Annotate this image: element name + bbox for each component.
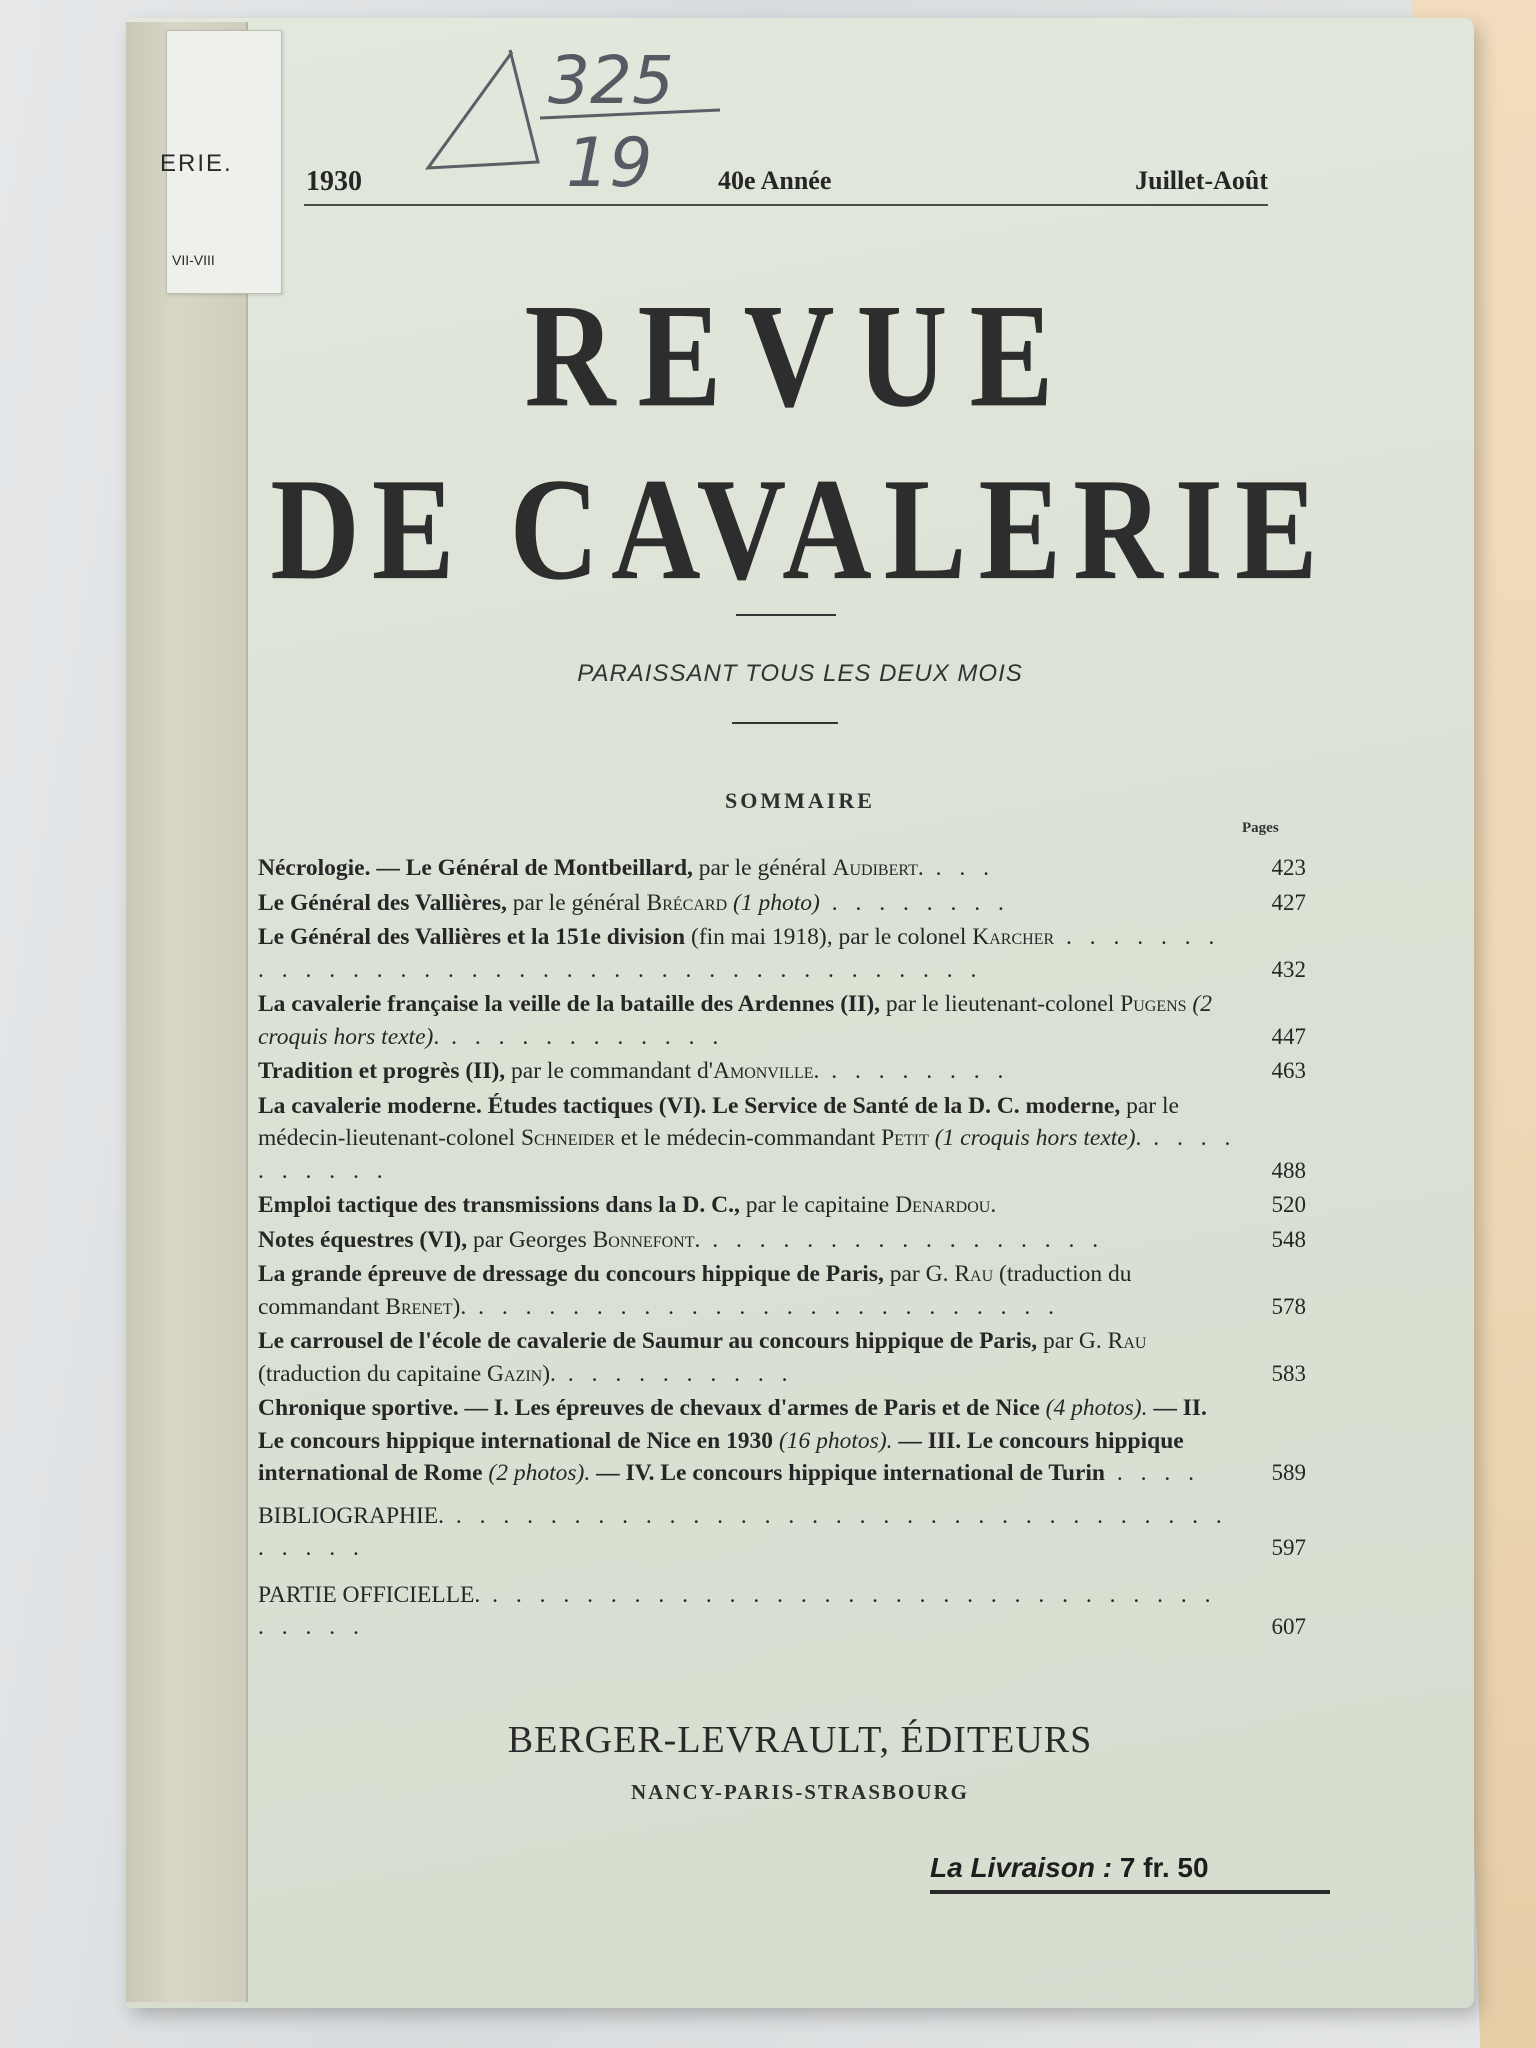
toc-entry-byline: (fin mai 1918), par le colonel bbox=[685, 924, 973, 950]
handwritten-number-bottom: 19 bbox=[566, 124, 653, 203]
toc-entry-page: 432 bbox=[1271, 956, 1306, 982]
subtitle: PARAISSANT TOUS LES DEUX MOIS bbox=[577, 660, 1023, 687]
toc-entry: Le carrousel de l'école de cavalerie de Saumur au concours hippique de Paris, par G. Rau (traduction du capitaine Gazin). . . . . . . . . . . 583 bbox=[258, 1325, 1310, 1390]
toc-entry-byline: par G. bbox=[883, 1261, 955, 1287]
toc-entry-title: Notes équestres (VI), bbox=[258, 1226, 468, 1253]
toc-entry-page: 488 bbox=[1271, 1157, 1306, 1183]
toc-entry: Tradition et progrès (II), par le commandant d'Amonville. . . . . . . . . 463 bbox=[258, 1055, 1310, 1088]
divider-top bbox=[736, 614, 836, 616]
toc-entry-tail: . bbox=[990, 1192, 997, 1218]
toc-entry-page: 520 bbox=[1271, 1192, 1306, 1217]
handwritten-number-top: 325 bbox=[548, 42, 674, 119]
toc-entry-byline: par le lieutenant-colonel bbox=[880, 991, 1121, 1017]
toc-entry-author: Rau bbox=[1107, 1328, 1147, 1354]
toc-entry-title: La cavalerie française la veille de la bataille des Ardennes (II), bbox=[258, 991, 881, 1017]
toc-entry-title: BIBLIOGRAPHIE. bbox=[258, 1502, 445, 1529]
toc-entry-page: 548 bbox=[1271, 1226, 1306, 1252]
toc-entry-page: 463 bbox=[1271, 1058, 1306, 1083]
toc-entry-title-4: — IV. Le concours hippique international de Turin bbox=[590, 1460, 1105, 1486]
toc-entry-byline: par le général bbox=[506, 889, 647, 916]
header-year: 1930 bbox=[306, 166, 362, 197]
toc-entry-note: (1 croquis hors texte) bbox=[928, 1125, 1136, 1151]
toc-entry-byline: par Georges bbox=[467, 1226, 593, 1253]
toc-entry-tail: . bbox=[433, 1023, 440, 1050]
divider-bottom bbox=[732, 722, 838, 724]
toc-entry-tail: ). bbox=[452, 1293, 467, 1320]
toc-entry: BIBLIOGRAPHIE. . . . . . . . . . . . . . . . . . . . . . . . . . . . . . . . . . . . . . . 597 bbox=[258, 1500, 1310, 1565]
toc-entry-byline-2: (traduction du commandant bbox=[258, 1261, 1132, 1320]
toc-entry-title: Tradition et progrès (II), bbox=[258, 1058, 506, 1084]
title-line-2: DE CAVALERIE bbox=[270, 448, 1330, 611]
toc-entry-title-3: — III. Le concours hippique international de Rome bbox=[258, 1427, 1184, 1486]
header-row bbox=[304, 164, 1268, 206]
toc-entry-byline: par le capitaine bbox=[739, 1192, 896, 1218]
toc-entry-byline: par le commandant d' bbox=[505, 1058, 713, 1084]
toc-entry-title: Nécrologie. — Le Général de Montbeillard, bbox=[258, 855, 693, 881]
table-of-contents bbox=[258, 852, 1310, 1646]
toc-entry-note-2: (16 photos). bbox=[773, 1427, 893, 1454]
spine-volume-text: VII-VIII bbox=[172, 252, 215, 268]
toc-entry-tail: . bbox=[1135, 1125, 1142, 1151]
toc-entry-author: Rau bbox=[954, 1261, 994, 1287]
price-value: 7 fr. 50 bbox=[1119, 1852, 1209, 1883]
toc-entry-tail: . bbox=[917, 855, 924, 881]
toc-entry: Chronique sportive. — I. Les épreuves de chevaux d'armes de Paris et de Nice (4 photos). — II. Le concours hippique international de Nice en 1930 (16 photos). — III. Le concours hippique international de Rome (2 photos). — IV. Le concours hippique international de Turin . . . . 589 bbox=[258, 1392, 1310, 1490]
toc-entry-note: (4 photos). bbox=[1039, 1395, 1148, 1421]
toc-entry-page: 583 bbox=[1271, 1360, 1306, 1386]
toc-entry: La cavalerie moderne. Études tactiques (VI). Le Service de Santé de la D. C. moderne, par le médecin-lieutenant-colonel Schneider et le médecin-commandant Petit (1 croquis hors texte). . . . . . . . . . . 488 bbox=[258, 1090, 1310, 1188]
toc-entry-author: Schneider bbox=[520, 1125, 615, 1151]
toc-entry-title: La grande épreuve de dressage du concours hippique de Paris, bbox=[258, 1261, 884, 1287]
toc-entry-author: Bonnefont bbox=[592, 1226, 695, 1253]
toc-entry-page: 427 bbox=[1271, 889, 1306, 915]
toc-entry-author-2: Petit bbox=[881, 1125, 929, 1151]
toc-entry-note: (2 croquis hors texte) bbox=[258, 991, 1212, 1050]
toc-entry-page: 607 bbox=[1271, 1614, 1306, 1639]
toc-entry-byline-2: (traduction du capitaine bbox=[258, 1360, 488, 1387]
toc-entry-title: Le Général des Vallières et la 151e division bbox=[258, 924, 686, 950]
header-edition: 40e Année bbox=[718, 166, 832, 195]
toc-entry: Le Général des Vallières, par le général Brécard (1 photo) . . . . . . . . 427 bbox=[258, 887, 1310, 920]
toc-entry-author: Pugens bbox=[1120, 991, 1187, 1017]
toc-entry-tail: . bbox=[694, 1226, 701, 1253]
publisher-name: BERGER-LEVRAULT, ÉDITEURS bbox=[507, 1719, 1093, 1761]
toc-entry: La grande épreuve de dressage du concours hippique de Paris, par G. Rau (traduction du commandant Brenet). . . . . . . . . . . . . . . . . . . . . . . . . . 578 bbox=[258, 1258, 1310, 1323]
toc-entry-page: 597 bbox=[1271, 1535, 1306, 1560]
toc-entry-page: 578 bbox=[1271, 1293, 1306, 1319]
toc-entry-title: Emploi tactique des transmissions dans la D. C., bbox=[258, 1192, 740, 1218]
toc-entry-title: La cavalerie moderne. Études tactiques (VI). Le Service de Santé de la D. C. moderne, bbox=[258, 1092, 1121, 1119]
header-period: Juillet-Août bbox=[1135, 166, 1268, 195]
toc-entry-byline-2: et le médecin-commandant bbox=[614, 1125, 882, 1151]
publisher-cities: NANCY-PARIS-STRASBOURG bbox=[630, 1780, 970, 1804]
toc-entry-byline: par le médecin-lieutenant-colonel bbox=[258, 1092, 1179, 1151]
toc-entry: Notes équestres (VI), par Georges Bonnefont. . . . . . . . . . . . . . . . . . 548 bbox=[258, 1224, 1310, 1257]
toc-entry-page: 423 bbox=[1271, 855, 1306, 880]
toc-entry-byline: par G. bbox=[1037, 1328, 1108, 1354]
title-line-1: REVUE bbox=[524, 274, 1076, 439]
price-label: La Livraison : bbox=[930, 1852, 1113, 1883]
toc-entry-author-2: Brenet bbox=[385, 1293, 453, 1320]
toc-entry-page: 447 bbox=[1271, 1023, 1306, 1049]
sommaire-heading: SOMMAIRE bbox=[725, 788, 875, 813]
toc-entry-author: Karcher bbox=[972, 924, 1055, 950]
toc-entry-tail: ). bbox=[542, 1360, 556, 1387]
toc-entry-title: Chronique sportive. — I. Les épreuves de chevaux d'armes de Paris et de Nice bbox=[258, 1395, 1040, 1421]
toc-entry-author-2: Gazin bbox=[487, 1360, 543, 1387]
toc-entry-author: Audibert bbox=[832, 855, 918, 881]
toc-entry-title-2: — II. Le concours hippique international de Nice en 1930 bbox=[258, 1395, 1207, 1454]
toc-entry-note: (1 photo) bbox=[727, 889, 820, 916]
toc-entry-title: PARTIE OFFICIELLE. bbox=[258, 1581, 481, 1608]
toc-entry-author: Denardou bbox=[895, 1192, 991, 1218]
toc-entry: PARTIE OFFICIELLE. . . . . . . . . . . . . . . . . . . . . . . . . . . . . . . . . . . . . 607 bbox=[258, 1579, 1310, 1644]
toc-entry-title: Le carrousel de l'école de cavalerie de Saumur au concours hippique de Paris, bbox=[258, 1328, 1038, 1354]
toc-entry-title: Le Général des Vallières, bbox=[258, 889, 507, 916]
toc-entry-page: 589 bbox=[1271, 1460, 1306, 1485]
price-line bbox=[930, 1852, 1330, 1894]
toc-entry-author: Brécard bbox=[646, 889, 728, 916]
toc-entry: La cavalerie française la veille de la bataille des Ardennes (II), par le lieutenant-colonel Pugens (2 croquis hors texte). . . . . . . . . . . . . 447 bbox=[258, 988, 1310, 1053]
spine-label-text: ERIE. bbox=[160, 150, 233, 177]
toc-entry-byline: par le général bbox=[692, 855, 833, 881]
toc-entry-author: Amonville bbox=[713, 1058, 814, 1084]
toc-entry: Le Général des Vallières et la 151e division (fin mai 1918), par le colonel Karcher . . . . . . . . . . . . . . . . . . . . . . . . . . . . . . . . . . . . . . 432 bbox=[258, 921, 1310, 986]
pages-label: Pages bbox=[1242, 820, 1279, 836]
toc-entry-note-3: (2 photos). bbox=[482, 1460, 591, 1486]
toc-entry bbox=[258, 1189, 1310, 1222]
toc-entry-tail: . bbox=[813, 1058, 820, 1084]
toc-entry: Nécrologie. — Le Général de Montbeillard, par le général Audibert. . . . 423 bbox=[258, 852, 1310, 885]
